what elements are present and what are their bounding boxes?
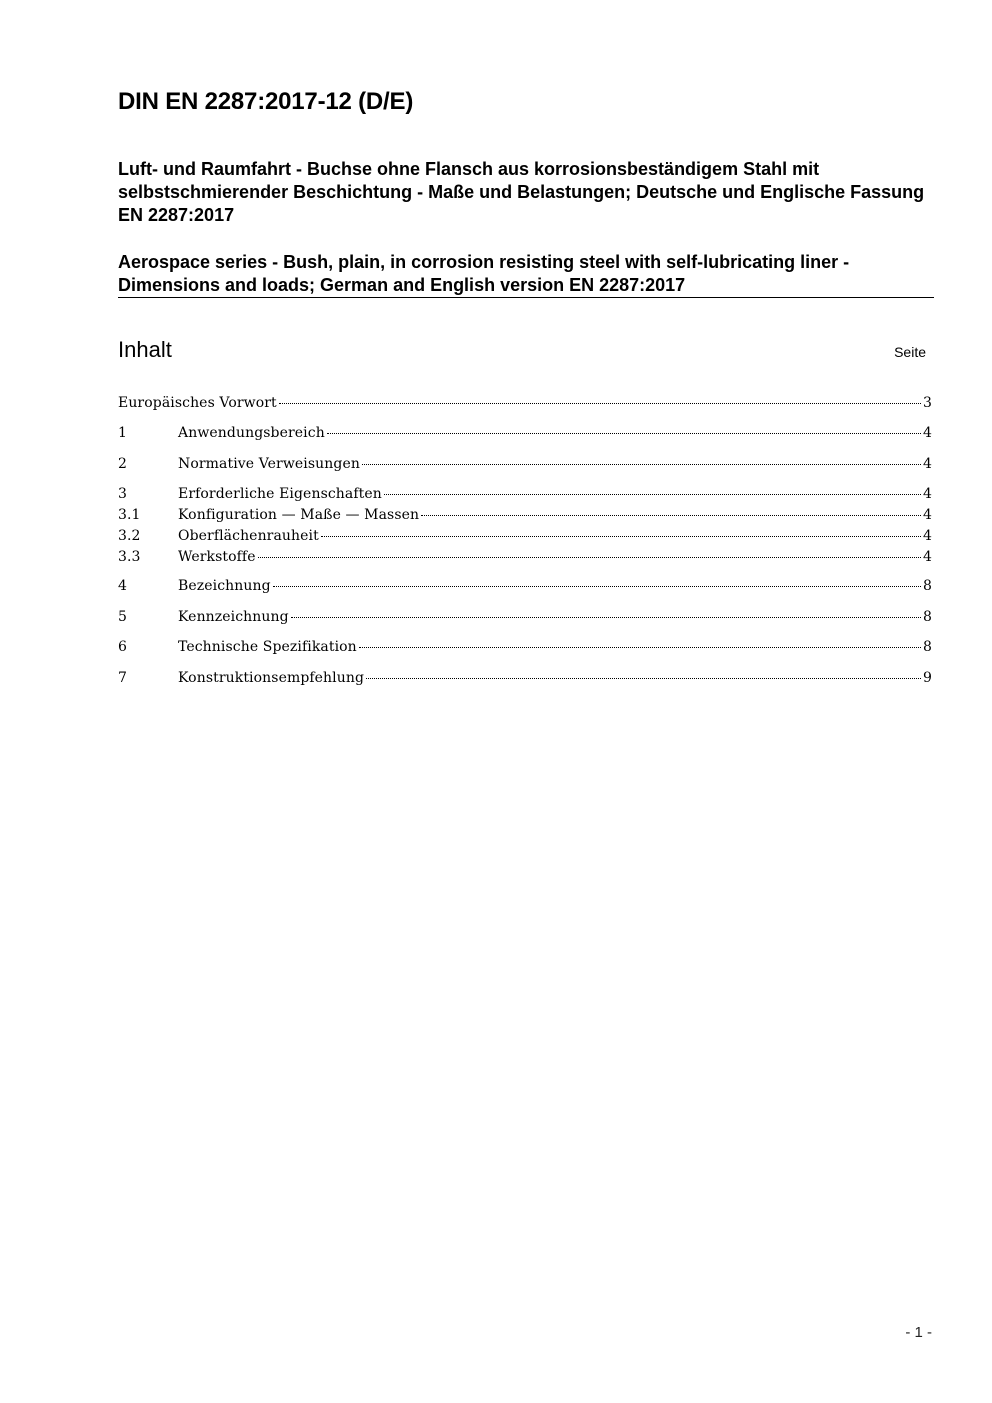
toc-leader-dots	[273, 586, 921, 587]
toc-entry-number: 3	[118, 486, 128, 502]
toc-entry-page: 4	[922, 528, 932, 544]
toc-entry-title: Bezeichnung	[178, 578, 271, 594]
toc-entry-number: 4	[118, 578, 128, 594]
toc-entry-title: Europäisches Vorwort	[118, 395, 277, 411]
toc-entry-3[interactable]	[118, 486, 932, 506]
toc-entry-4[interactable]	[118, 578, 932, 598]
toc-entry-number: 6	[118, 639, 128, 655]
toc-entry-title: Werkstoffe	[178, 549, 256, 565]
toc-entry-3-3[interactable]	[118, 549, 932, 569]
toc-leader-dots	[279, 403, 921, 404]
title-underline-rule	[118, 297, 934, 298]
toc-entry-title: Oberflächenrauheit	[178, 528, 319, 544]
document-designation: DIN EN 2287:2017-12 (D/E)	[118, 88, 414, 115]
toc-leader-dots	[327, 433, 921, 434]
toc-entry-7[interactable]	[118, 670, 932, 690]
toc-entry-title: Normative Verweisungen	[178, 456, 360, 472]
toc-entry-page: 3	[922, 395, 932, 411]
toc-entry-3-2[interactable]	[118, 528, 932, 548]
toc-entry-1[interactable]	[118, 425, 932, 445]
toc-entry-number: 7	[118, 670, 128, 686]
toc-leader-dots	[384, 494, 921, 495]
toc-entry-page: 8	[922, 578, 932, 594]
title-german: Luft- und Raumfahrt - Buchse ohne Flansch aus korrosionsbeständigem Stahl mit selbstschmierender Beschichtung - Maße und Belastungen; Deutsche und Englische Fassung EN 2287:2017	[118, 159, 925, 225]
toc-entry-page: 8	[922, 639, 932, 655]
title-english: Aerospace series - Bush, plain, in corrosion resisting steel with self-lubricating liner - Dimensions and loads; German and English version EN 2287:2017	[118, 252, 850, 295]
toc-leader-dots	[362, 464, 921, 465]
toc-entry-number: 3.1	[118, 507, 141, 523]
toc-leader-dots	[258, 557, 921, 558]
toc-entry-number: 1	[118, 425, 128, 441]
toc-entry-title: Anwendungsbereich	[178, 425, 325, 441]
toc-entry-page: 4	[922, 425, 932, 441]
toc-entry-3-1[interactable]	[118, 507, 932, 527]
toc-entry-6[interactable]	[118, 639, 932, 659]
toc-leader-dots	[321, 536, 921, 537]
toc-entry-number: 3.2	[118, 528, 141, 544]
toc-entry-page: 4	[922, 507, 932, 523]
toc-entry-5[interactable]	[118, 609, 932, 629]
toc-entry-european-foreword[interactable]	[118, 395, 932, 415]
toc-entry-2[interactable]	[118, 456, 932, 476]
toc-entry-number: 3.3	[118, 549, 141, 565]
toc-entry-title: Erforderliche Eigenschaften	[178, 486, 382, 502]
toc-heading: Inhalt	[118, 337, 172, 362]
toc-entry-page: 4	[922, 486, 932, 502]
toc-leader-dots	[421, 515, 921, 516]
toc-entry-title: Technische Spezifikation	[178, 639, 357, 655]
toc-entry-page: 4	[922, 456, 932, 472]
toc-entry-title: Konstruktionsempfehlung	[178, 670, 365, 686]
toc-page-column-heading: Seite	[894, 344, 926, 360]
toc-leader-dots	[359, 647, 921, 648]
toc-entry-page: 8	[922, 609, 932, 625]
toc-entry-title: Konfiguration — Maße — Massen	[178, 507, 420, 523]
page-number: - 1 -	[905, 1324, 932, 1341]
toc-entry-number: 2	[118, 456, 128, 472]
toc-entry-title: Kennzeichnung	[178, 609, 289, 625]
toc-leader-dots	[291, 617, 921, 618]
toc-entry-number: 5	[118, 609, 128, 625]
toc-leader-dots	[366, 678, 921, 679]
toc-entry-page: 4	[922, 549, 932, 565]
toc-entry-page: 9	[922, 670, 932, 686]
